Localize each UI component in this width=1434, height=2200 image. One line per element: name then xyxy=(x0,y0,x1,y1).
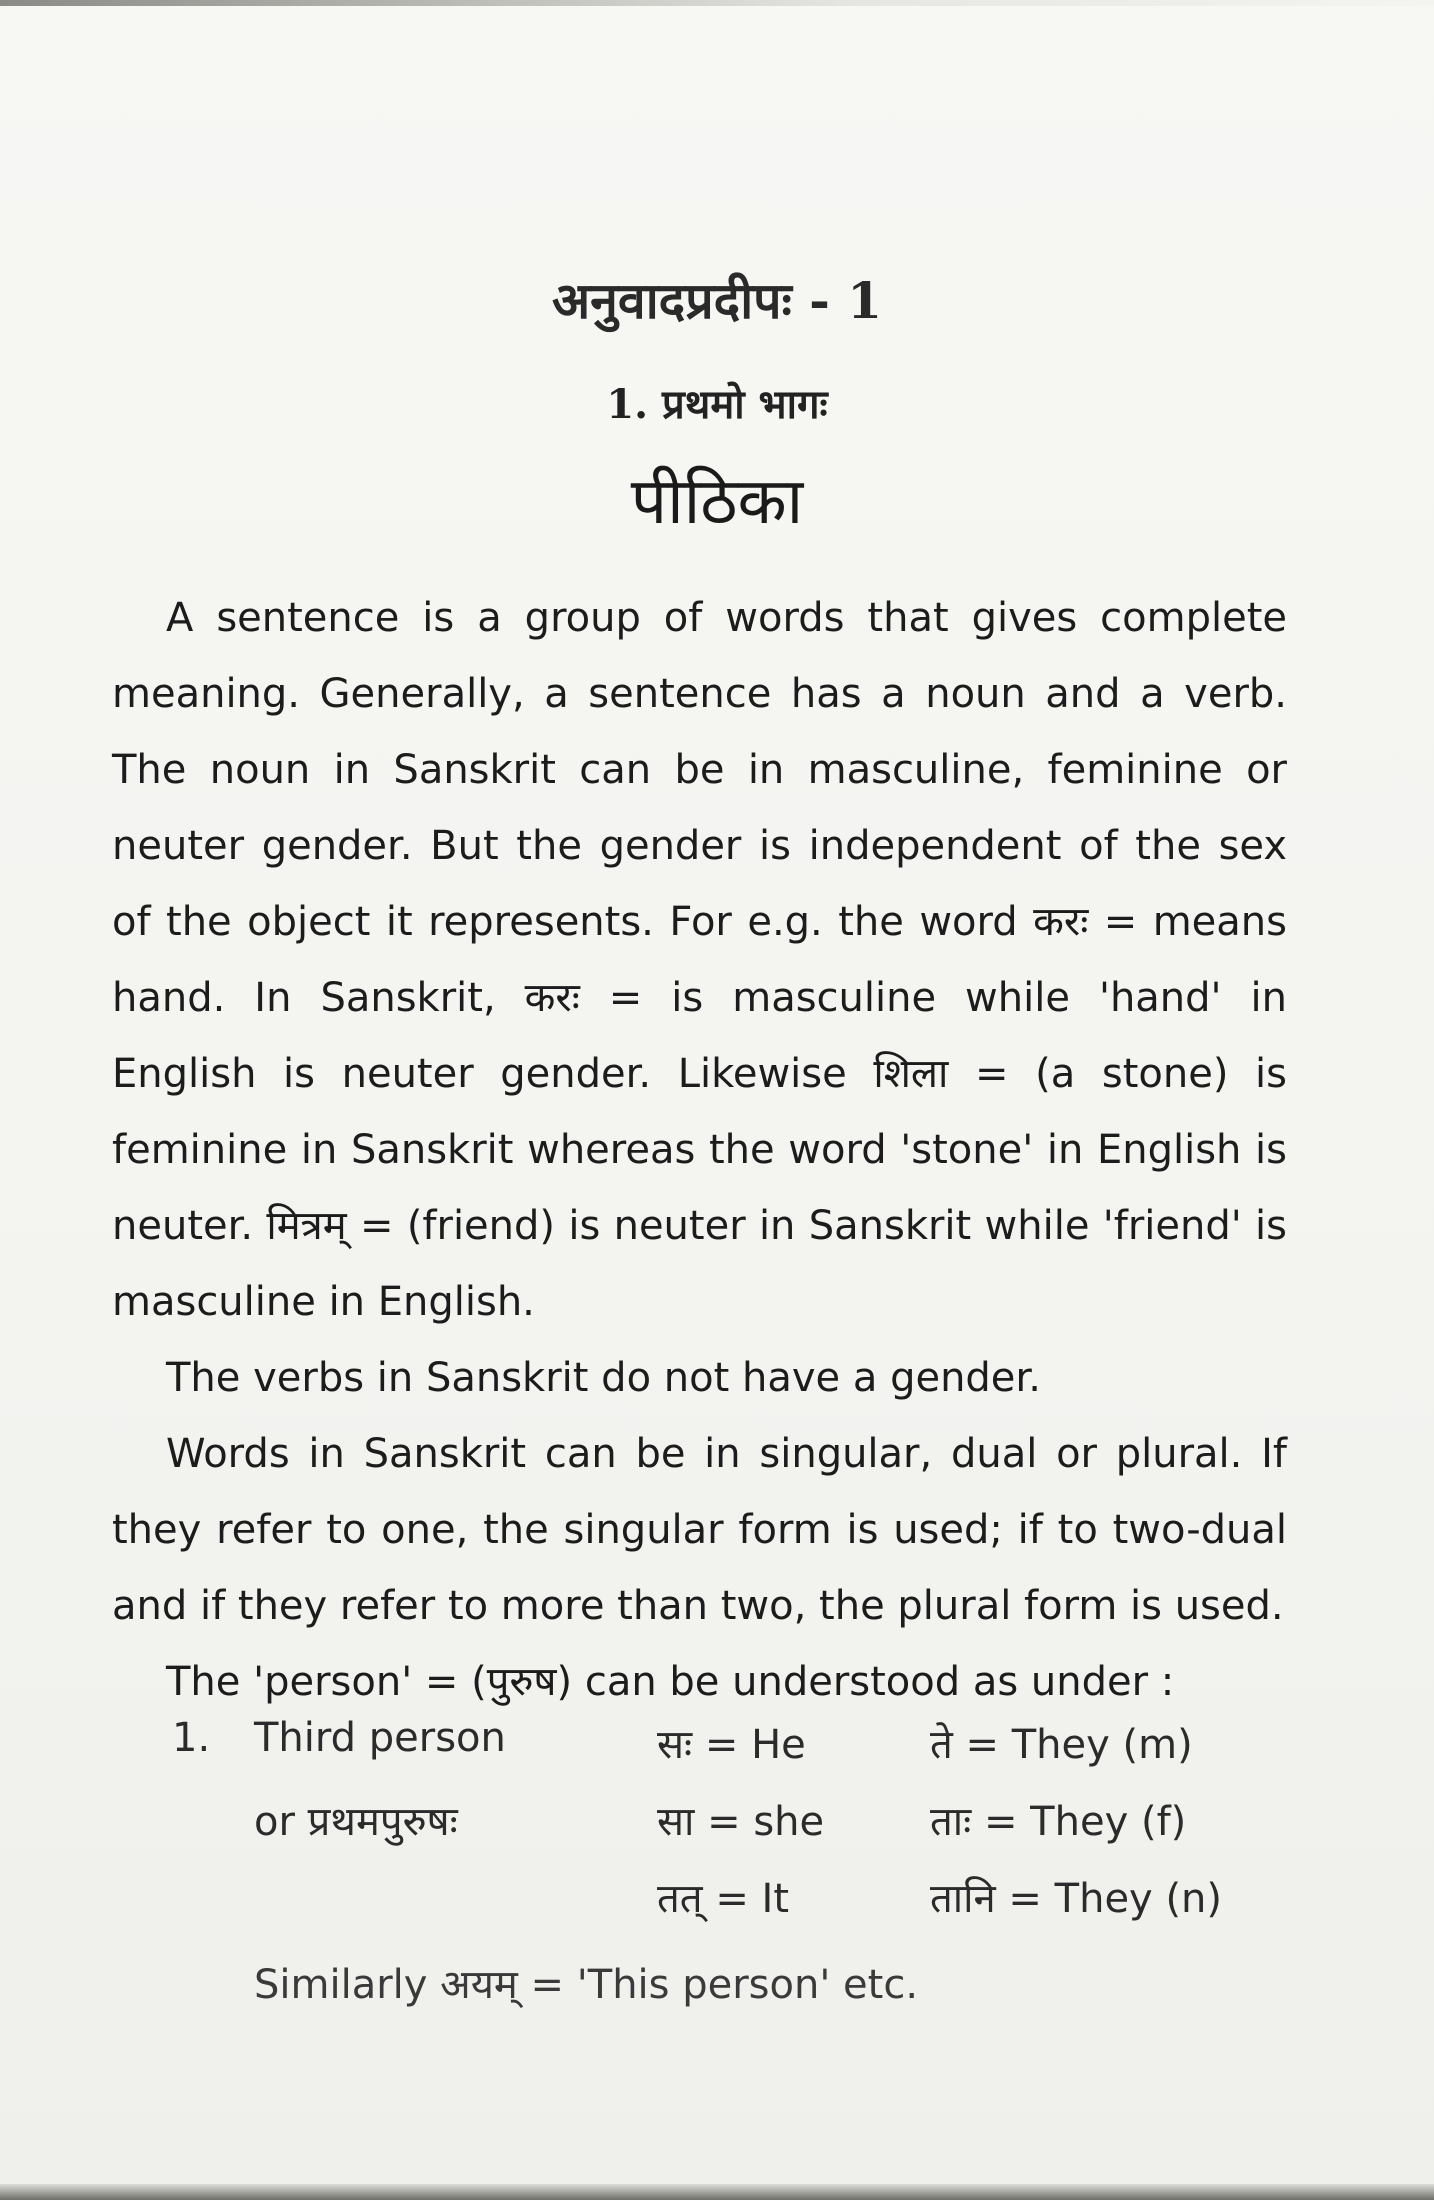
paragraph-number: Words in Sanskrit can be in singular, dual or plural. If they refer to one, the singular form is used; if to two-dual and if they refer to more than two, the plural form is used. xyxy=(112,1431,1287,1629)
paragraph-verbs: The verbs in Sanskrit do not have a gender. xyxy=(166,1355,1041,1401)
book-title: अनुवादप्रदीपः - 1 xyxy=(551,271,883,330)
paragraph-gender: A sentence is a group of words that gives complete meaning. Generally, a sentence has a noun and a verb. The noun in Sanskrit can be in masculine, feminine or neuter gender. But the gender is independent of the sex of the object it represents. For e.g. the word करः = means hand. In Sanskrit, करः = is masculine while 'hand' in English is neuter gender. Likewise शिला = (a stone) is feminine in Sanskrit whereas the word 'stone' in English is neuter. मित्रम् = (friend) is neuter in Sanskrit while 'friend' is masculine in English. xyxy=(112,595,1287,1325)
table-row xyxy=(112,1869,1287,1946)
chapter-heading: पीठिका xyxy=(630,465,804,539)
plural-form: ताः = They (f) xyxy=(930,1799,1187,1845)
page-top-edge xyxy=(0,0,1434,6)
plural-form: ते = They (m) xyxy=(930,1722,1193,1768)
part-heading: 1. प्रथमो भागः xyxy=(606,381,828,428)
plural-form: तानि = They (n) xyxy=(930,1876,1223,1922)
table-row xyxy=(112,1792,1287,1869)
body-text xyxy=(112,580,1287,1720)
paragraph-person: The 'person' = (पुरुष) can be understood as under : xyxy=(166,1659,1175,1705)
person-label: or प्रथमपुरुषः xyxy=(254,1799,458,1845)
page-bottom-edge xyxy=(0,2184,1434,2200)
singular-form: सा = she xyxy=(657,1799,825,1845)
person-table xyxy=(112,1715,1287,1946)
singular-form: तत् = It xyxy=(657,1876,790,1922)
singular-form: सः = He xyxy=(657,1722,806,1768)
table-row xyxy=(112,1715,1287,1792)
person-label: Third person xyxy=(254,1715,506,1761)
list-number: 1. xyxy=(172,1715,211,1761)
similarly-note: Similarly अयम् = 'This person' etc. xyxy=(254,1962,919,2008)
